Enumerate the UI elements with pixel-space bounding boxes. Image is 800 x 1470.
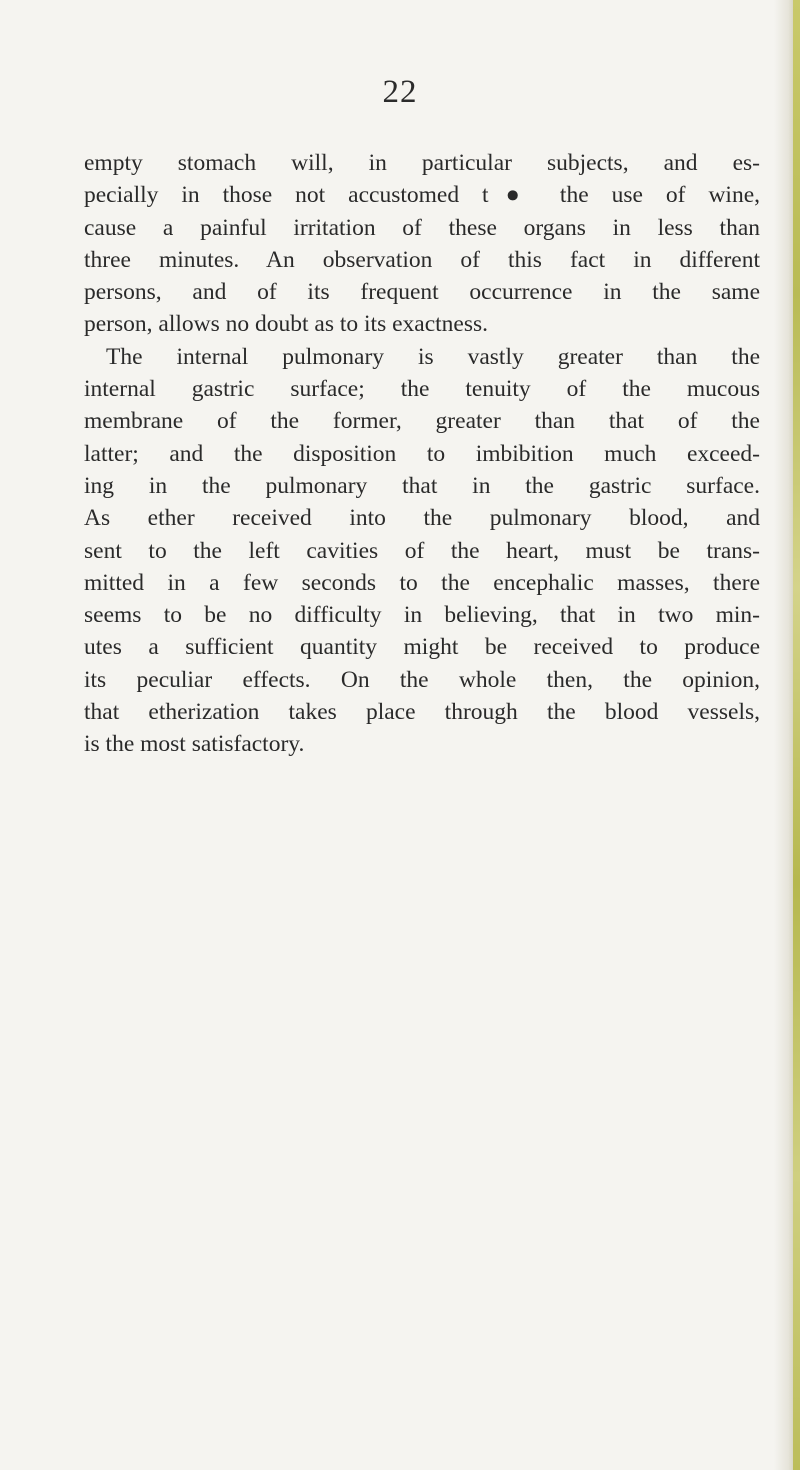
- text-line: pecially in those not accustomed t● the use of wine,: [84, 182, 760, 209]
- text-line: empty stomach will, in particular subjects, and es-: [84, 150, 760, 176]
- page-number: 22: [382, 74, 418, 110]
- text-line: sent to the left cavities of the heart, must be trans-: [84, 537, 760, 564]
- text-line: internal gastric surface; the tenuity of the mucous: [84, 376, 760, 403]
- text-line: mitted in a few seconds to the encephalic masses, there: [84, 569, 760, 596]
- text-line: The internal pulmonary is vastly greater than the: [106, 343, 760, 370]
- text-line: membrane of the former, greater than that of the: [84, 408, 760, 435]
- text-line: latter; and the disposition to imbibition much exceed-: [84, 440, 760, 467]
- page-edge-strip: [793, 0, 800, 1470]
- body-text: [84, 147, 760, 761]
- text-line: that etherization takes place through the blood vessels,: [84, 699, 760, 726]
- text-line: its peculiar effects. On the whole then, the opinion,: [84, 666, 760, 693]
- text-line: cause a painful irritation of these organs in less than: [84, 214, 760, 241]
- text-line: three minutes. An observation of this fact in different: [84, 246, 760, 273]
- text-line: seems to be no difficulty in believing, that in two min-: [84, 602, 760, 629]
- text-line: ing in the pulmonary that in the gastric surface.: [84, 472, 760, 499]
- text-line: is the most satisfactory.: [84, 731, 305, 758]
- text-line: persons, and of its frequent occurrence in the same: [84, 279, 760, 306]
- text-line: As ether received into the pulmonary blood, and: [84, 505, 760, 532]
- text-line: person, allows no doubt as to its exactness.: [84, 311, 489, 338]
- text-line: utes a sufficient quantity might be received to produce: [84, 634, 760, 661]
